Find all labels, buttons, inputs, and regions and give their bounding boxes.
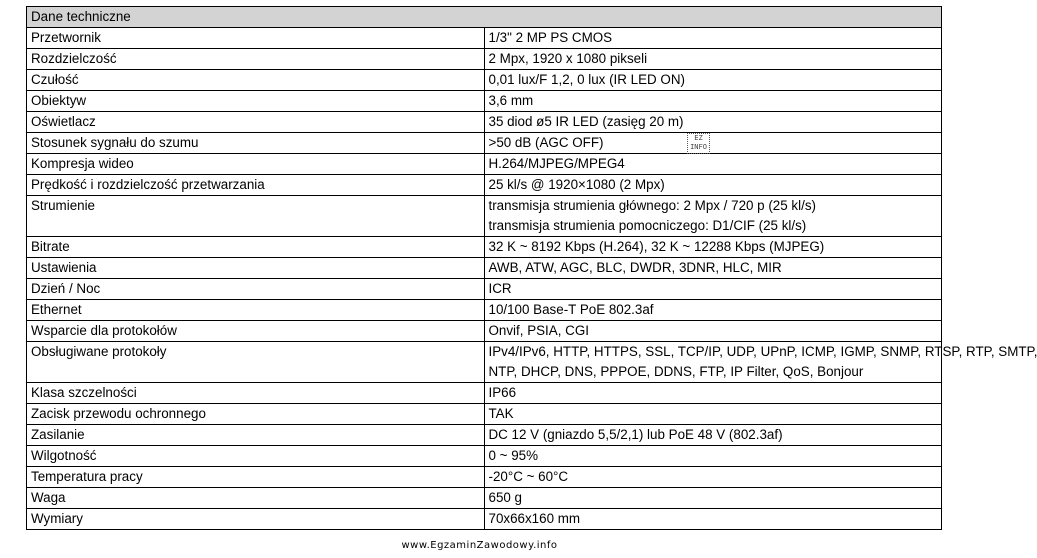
spec-key: Prędkość i rozdzielczość przetwarzania bbox=[27, 175, 485, 196]
spec-value bbox=[484, 300, 942, 321]
spec-value bbox=[484, 467, 942, 488]
spec-value bbox=[484, 91, 942, 112]
spec-value bbox=[484, 112, 942, 133]
spec-value bbox=[484, 342, 1037, 383]
spec-key: Przetwornik bbox=[27, 28, 485, 49]
spec-value bbox=[484, 509, 942, 530]
table-row bbox=[27, 70, 942, 91]
spec-key: Bitrate bbox=[27, 237, 485, 258]
spec-value bbox=[484, 133, 942, 154]
spec-value-line: NTP, DHCP, DNS, PPPOE, DDNS, FTP, IP Filter, QoS, Bonjour bbox=[488, 364, 864, 379]
stamp-line-1: EZ bbox=[694, 134, 703, 142]
spec-key: Waga bbox=[27, 488, 485, 509]
spec-key: Zasilanie bbox=[27, 425, 485, 446]
spec-key: Czułość bbox=[27, 70, 485, 91]
spec-key: Dzień / Noc bbox=[27, 279, 485, 300]
table-row bbox=[27, 467, 942, 488]
spec-value-line: 2 Mpx, 1920 x 1080 pikseli bbox=[488, 51, 648, 66]
table-row bbox=[27, 91, 942, 112]
spec-value-line: 10/100 Base-T PoE 802.3af bbox=[488, 302, 654, 317]
spec-value-line: transmisja strumienia głównego: 2 Mpx / 720 p (25 kl/s) bbox=[488, 198, 816, 213]
spec-value bbox=[484, 28, 942, 49]
spec-value bbox=[484, 196, 942, 237]
spec-value-line: 3,6 mm bbox=[488, 93, 534, 108]
table-row bbox=[27, 112, 942, 133]
spec-value-line: ICR bbox=[488, 281, 512, 296]
spec-value bbox=[484, 425, 942, 446]
spec-value-line: 70x66x160 mm bbox=[488, 511, 581, 526]
spec-key: Wymiary bbox=[27, 509, 485, 530]
spec-key: Ustawienia bbox=[27, 258, 485, 279]
spec-value-line: 1/3" 2 MP PS CMOS bbox=[488, 30, 613, 45]
watermark-stamp bbox=[687, 133, 710, 154]
spec-value-line: 35 diod ø5 IR LED (zasięg 20 m) bbox=[488, 114, 684, 129]
spec-value bbox=[484, 279, 942, 300]
table-row bbox=[27, 258, 942, 279]
spec-value-line: IPv4/IPv6, HTTP, HTTPS, SSL, TCP/IP, UDP, UPnP, ICMP, IGMP, SNMP, RTSP, RTP, SMTP, bbox=[488, 344, 1037, 359]
table-row bbox=[27, 133, 942, 154]
table-row bbox=[27, 321, 942, 342]
spec-value bbox=[484, 488, 942, 509]
spec-value bbox=[484, 49, 942, 70]
table-row bbox=[27, 279, 942, 300]
table-row bbox=[27, 509, 942, 530]
table-row bbox=[27, 488, 942, 509]
spec-value-line: >50 dB (AGC OFF) bbox=[488, 135, 604, 150]
spec-value-line: TAK bbox=[488, 406, 514, 421]
spec-value-line: 650 g bbox=[488, 490, 523, 505]
spec-value bbox=[484, 404, 942, 425]
table-row bbox=[27, 196, 942, 237]
site-url-footer: www.EgzaminZawodowy.info bbox=[401, 540, 558, 551]
spec-value-line: -20°C ~ 60°C bbox=[488, 469, 569, 484]
spec-value bbox=[484, 175, 942, 196]
spec-key: Obiektyw bbox=[27, 91, 485, 112]
table-header-row bbox=[27, 7, 942, 28]
spec-value-line: 32 K ~ 8192 Kbps (H.264), 32 K ~ 12288 Kbps (MJPEG) bbox=[488, 239, 825, 254]
stamp-line-2: INFO bbox=[690, 143, 707, 151]
spec-key: Obsługiwane protokoły bbox=[27, 342, 485, 383]
spec-value bbox=[484, 383, 942, 404]
spec-value bbox=[484, 237, 942, 258]
table-row bbox=[27, 300, 942, 321]
spec-value-line: 0,01 lux/F 1,2, 0 lux (IR LED ON) bbox=[488, 72, 685, 87]
spec-key: Wilgotność bbox=[27, 446, 485, 467]
spec-key: Wsparcie dla protokołów bbox=[27, 321, 485, 342]
table-row bbox=[27, 49, 942, 70]
spec-key: Zacisk przewodu ochronnego bbox=[27, 404, 485, 425]
spec-value bbox=[484, 321, 942, 342]
table-row bbox=[27, 383, 942, 404]
spec-key: Kompresja wideo bbox=[27, 154, 485, 175]
spec-value bbox=[484, 446, 942, 467]
spec-key: Stosunek sygnału do szumu bbox=[27, 133, 485, 154]
table-row bbox=[27, 425, 942, 446]
spec-value bbox=[484, 258, 942, 279]
spec-key: Strumienie bbox=[27, 196, 485, 237]
table-header: Dane techniczne bbox=[27, 7, 942, 28]
spec-value bbox=[484, 154, 942, 175]
table-row bbox=[27, 237, 942, 258]
spec-value-line: Onvif, PSIA, CGI bbox=[488, 323, 589, 338]
spec-table bbox=[26, 6, 1037, 530]
spec-key: Oświetlacz bbox=[27, 112, 485, 133]
spec-value-line: AWB, ATW, AGC, BLC, DWDR, 3DNR, HLC, MIR bbox=[488, 260, 782, 275]
spec-value-line: IP66 bbox=[488, 385, 517, 400]
spec-value-line: 0 ~ 95% bbox=[488, 448, 539, 463]
table-row bbox=[27, 175, 942, 196]
spec-value-line: H.264/MJPEG/MPEG4 bbox=[488, 156, 625, 171]
spec-value-line: DC 12 V (gniazdo 5,5/2,1) lub PoE 48 V (802.3af) bbox=[488, 427, 783, 442]
spec-key: Klasa szczelności bbox=[27, 383, 485, 404]
table-row bbox=[27, 404, 942, 425]
spec-key: Temperatura pracy bbox=[27, 467, 485, 488]
spec-key: Ethernet bbox=[27, 300, 485, 321]
table-row bbox=[27, 28, 942, 49]
table-row bbox=[27, 446, 942, 467]
spec-value-line: transmisja strumienia pomocniczego: D1/CIF (25 kl/s) bbox=[488, 218, 807, 233]
table-row bbox=[27, 342, 942, 383]
table-row bbox=[27, 154, 942, 175]
spec-value bbox=[484, 70, 942, 91]
spec-key: Rozdzielczość bbox=[27, 49, 485, 70]
spec-value-line: 25 kl/s @ 1920×1080 (2 Mpx) bbox=[488, 177, 665, 192]
